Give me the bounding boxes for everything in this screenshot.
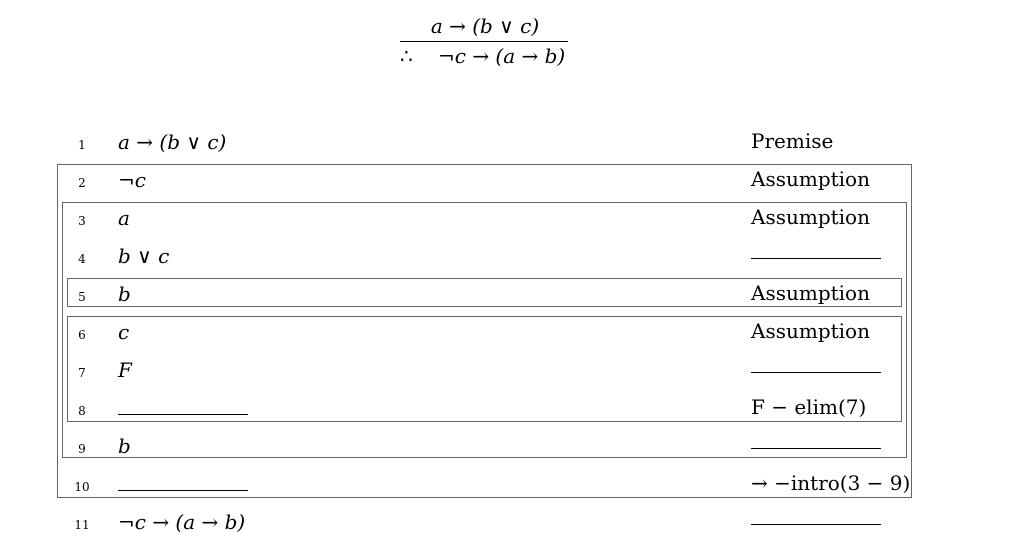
justification-blank[interactable] [751,524,881,525]
line-justification: Premise [751,129,834,153]
line-justification: Assumption [751,205,870,229]
proof-line-11 [0,504,1024,542]
line-number: 4 [78,252,86,266]
line-formula: F [118,358,132,382]
therefore-symbol: ∴ [400,44,413,68]
justification-blank[interactable] [751,258,881,259]
line-number: 8 [78,404,86,418]
line-number: 10 [74,480,90,494]
argument-conclusion: ¬c → (a → b) [438,44,566,68]
justification-blank[interactable] [751,448,881,449]
line-number: 11 [74,518,90,532]
line-number: 6 [78,328,86,342]
line-justification: Assumption [751,167,870,191]
proof-line-7 [0,352,1024,390]
proof-line-2 [0,162,1024,200]
justification-blank[interactable] [751,372,881,373]
line-formula: b ∨ c [118,244,170,268]
line-formula: ¬c [118,168,146,192]
proof-line-10 [0,466,1024,504]
line-formula: a → (b ∨ c) [118,130,227,154]
formula-blank[interactable] [118,414,248,415]
proof-line-6 [0,314,1024,352]
line-number: 2 [78,176,86,190]
argument-premise: a → (b ∨ c) [430,14,540,38]
line-justification: F − elim(7) [751,395,867,419]
proof-line-5 [0,276,1024,314]
line-number: 5 [78,290,86,304]
proof-line-1 [0,124,1024,162]
line-formula: b [118,282,131,306]
formula-blank[interactable] [118,490,248,491]
line-justification: Assumption [751,319,870,343]
line-number: 3 [78,214,86,228]
proof-line-9 [0,428,1024,466]
line-formula: a [118,206,130,230]
proof-line-4 [0,238,1024,276]
line-number: 7 [78,366,86,380]
line-number: 1 [78,138,86,152]
line-formula: b [118,434,131,458]
line-formula: ¬c → (a → b) [118,510,246,534]
line-number: 9 [78,442,86,456]
proof-line-8 [0,390,1024,428]
line-justification: Assumption [751,281,870,305]
proof-line-3 [0,200,1024,238]
line-justification: → −intro(3 − 9) [751,471,911,495]
line-formula: c [118,320,130,344]
